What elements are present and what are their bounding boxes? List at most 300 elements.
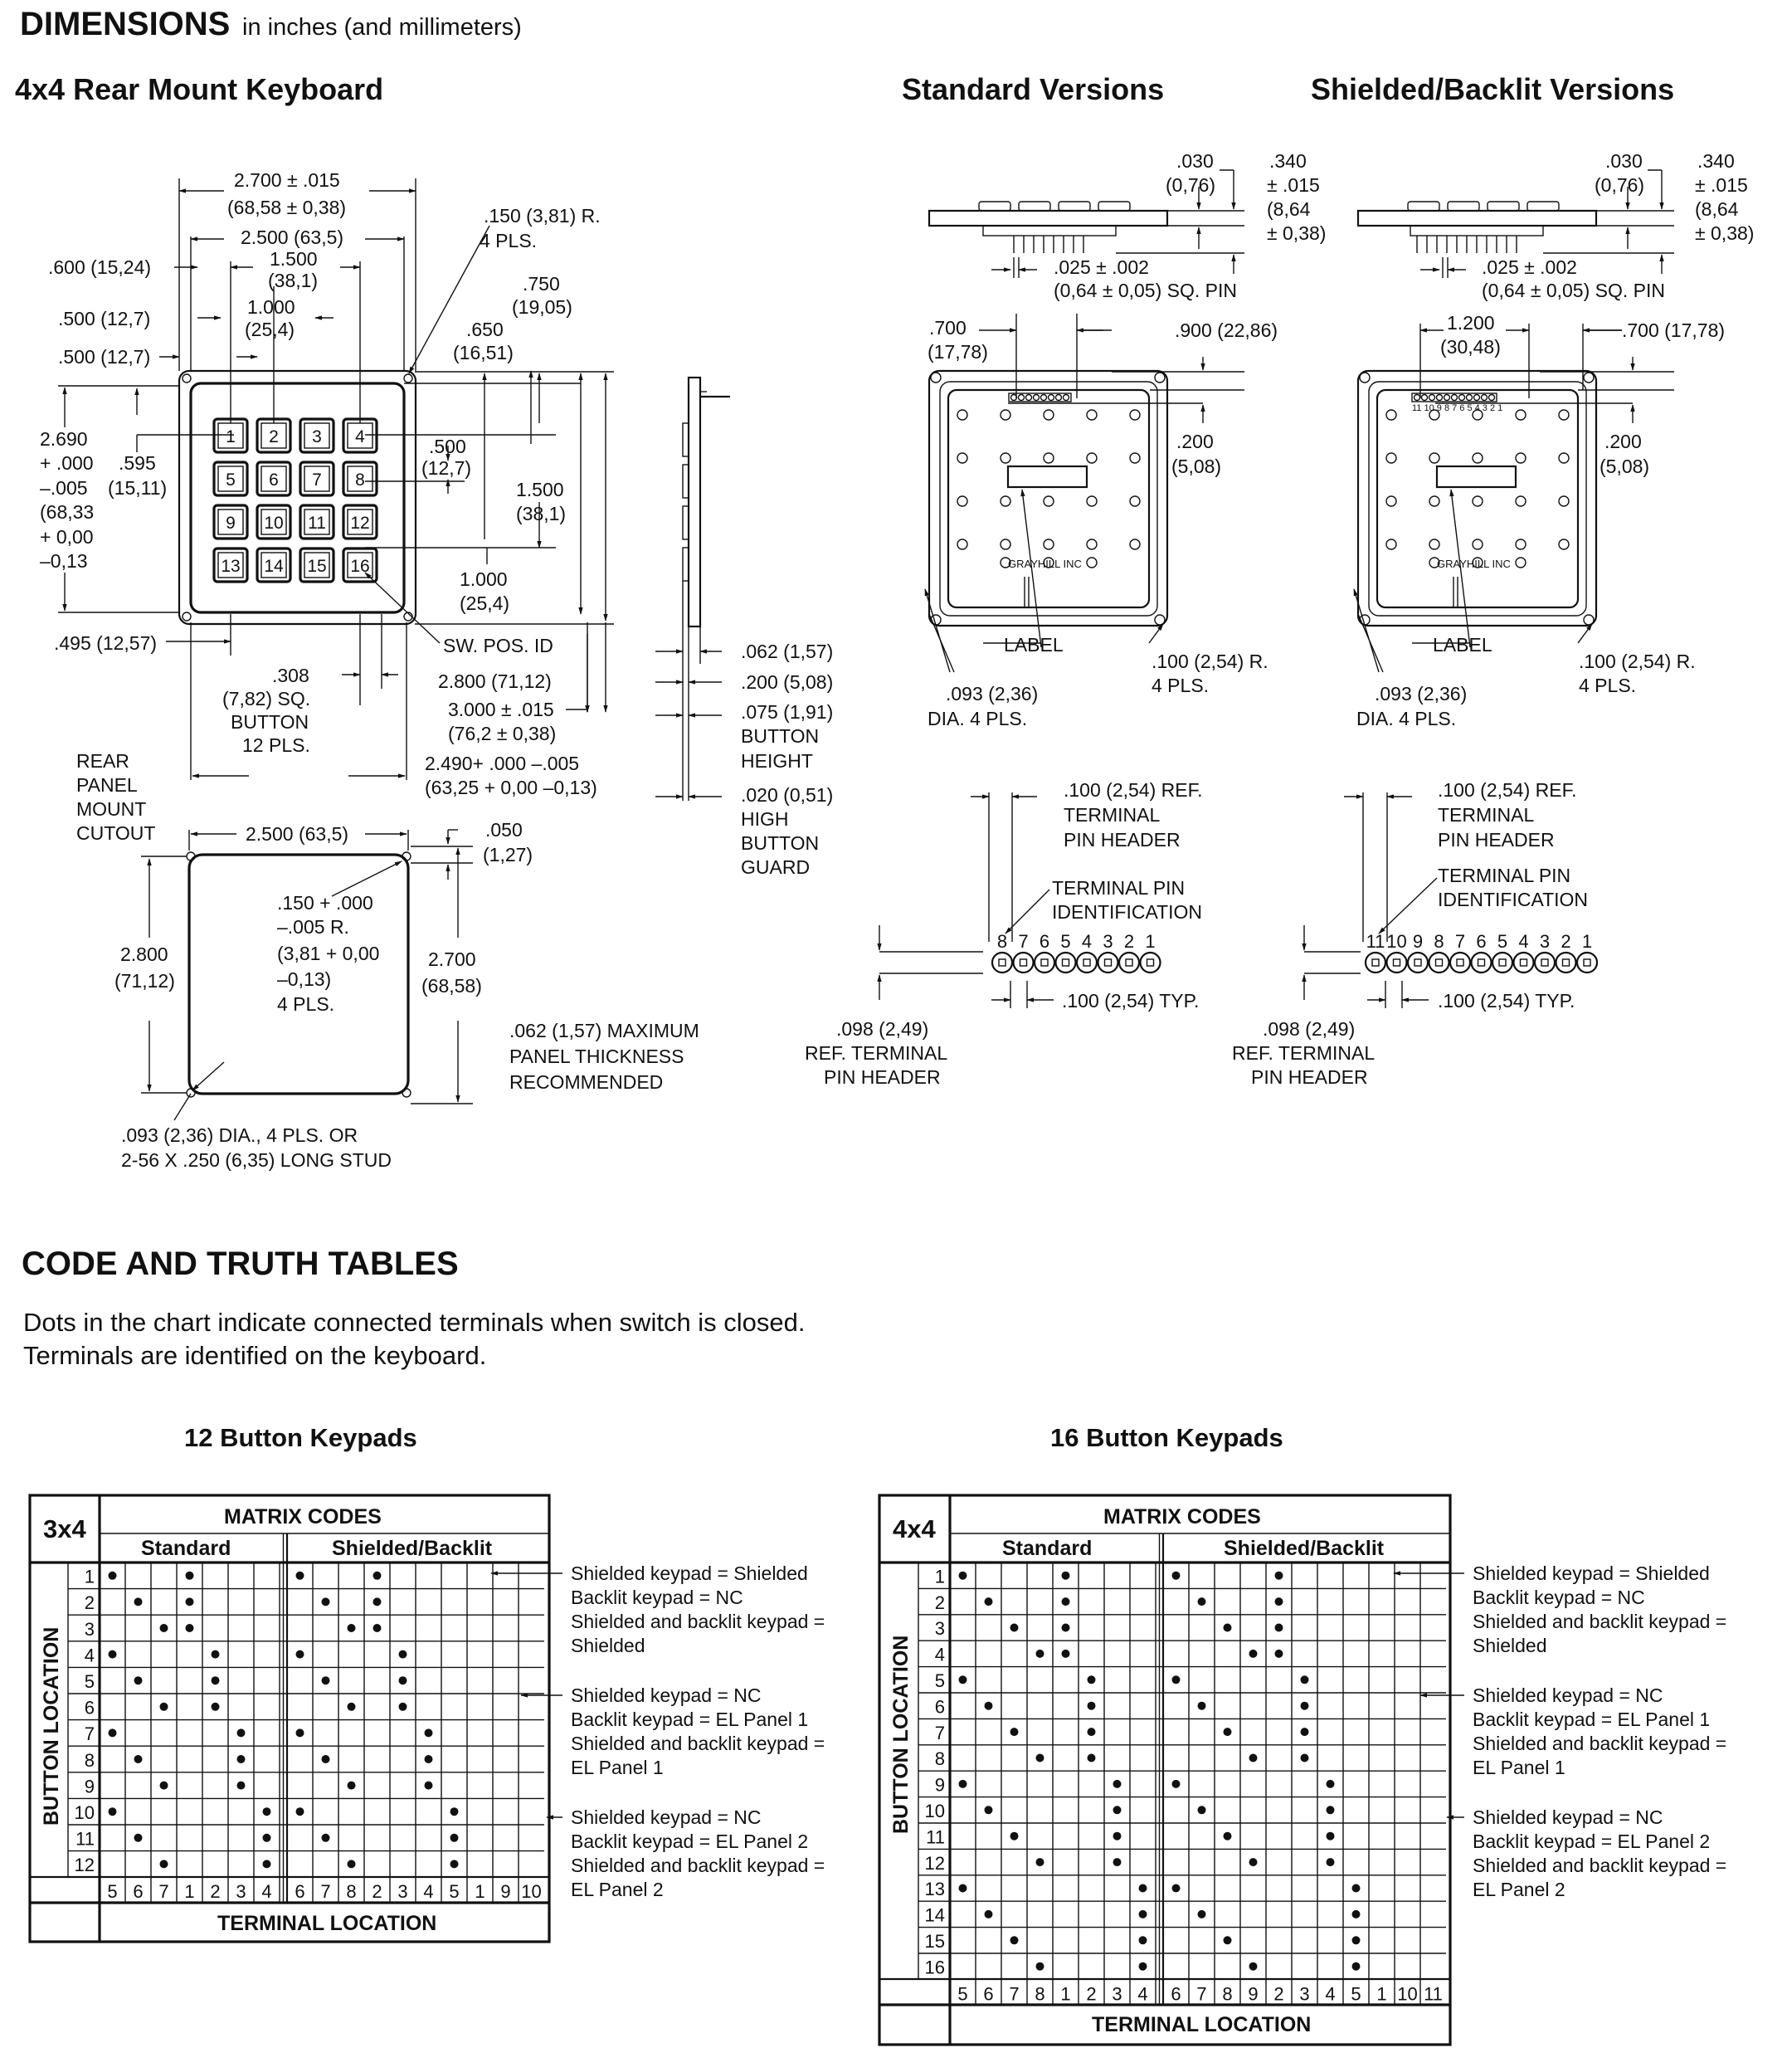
table16-title: 16 Button Keypads	[1050, 1423, 1283, 1452]
svg-text:–.005 R.: –.005 R.	[277, 916, 349, 938]
header-pin	[1489, 395, 1495, 401]
terminal-pin-number: 8	[996, 931, 1008, 952]
svg-text:.700 (17,78): .700 (17,78)	[1622, 319, 1726, 341]
connection-dot	[985, 1702, 993, 1710]
connection-dot	[1352, 1884, 1361, 1893]
header-pin	[1467, 395, 1473, 401]
board-hole	[957, 539, 967, 549]
terminal-location-number: 10	[521, 1881, 542, 1903]
svg-text:(68,58): (68,58)	[421, 975, 482, 997]
connection-dot	[348, 1703, 356, 1711]
button-location-number: 7	[934, 1722, 945, 1743]
board-hole	[1559, 453, 1569, 463]
terminal-pin-square	[1020, 959, 1027, 966]
connection-dot	[1062, 1624, 1070, 1632]
svg-text:.093 (2,36) DIA., 4 PLS. OR: .093 (2,36) DIA., 4 PLS. OR	[121, 1124, 358, 1146]
board-hole	[1386, 539, 1396, 549]
board-hole	[1559, 496, 1569, 506]
svg-text:4x4: 4x4	[893, 1514, 936, 1543]
connection-dot	[109, 1807, 117, 1816]
terminal-pin	[1366, 953, 1385, 973]
svg-text:± 0,38): ± 0,38)	[1267, 222, 1327, 244]
svg-text:(68,33: (68,33	[40, 501, 95, 523]
svg-text:.030: .030	[1605, 150, 1643, 172]
button-location-number: 8	[84, 1749, 95, 1771]
button-location-number: 11	[75, 1828, 95, 1850]
svg-text:.100 (2,54) TYP.: .100 (2,54) TYP.	[1062, 990, 1200, 1012]
connection-dot	[1198, 1806, 1206, 1814]
terminal-pin-square	[1541, 959, 1548, 966]
svg-text:CUTOUT: CUTOUT	[76, 822, 156, 844]
svg-text:(5,08): (5,08)	[1600, 456, 1650, 477]
connection-dot	[1062, 1650, 1070, 1658]
terminal-location-number: 9	[1248, 1983, 1259, 2005]
table-note-line: Backlit keypad = EL Panel 2	[571, 1831, 809, 1852]
connection-dot	[263, 1834, 271, 1842]
table-note-line: Shielded and backlit keypad =	[571, 1855, 825, 1876]
terminal-pin-square	[1041, 959, 1048, 966]
svg-text:1.500: 1.500	[516, 479, 564, 500]
svg-text:.100 (2,54) R.: .100 (2,54) R.	[1579, 651, 1696, 672]
page-title: DIMENSIONS	[20, 6, 231, 42]
button-location-number: 12	[924, 1852, 945, 1874]
table-note-line: Backlit keypad = EL Panel 1	[571, 1709, 809, 1730]
connection-dot	[373, 1597, 382, 1606]
svg-text:–0,13): –0,13)	[277, 968, 332, 990]
terminal-location-number: 8	[346, 1881, 357, 1903]
connection-dot	[296, 1728, 304, 1737]
svg-text:.050: .050	[485, 819, 523, 841]
svg-text:.100 (2,54) REF.: .100 (2,54) REF.	[1438, 779, 1577, 801]
table-note-line: Shielded	[571, 1635, 645, 1656]
keypad-button-label: 14	[264, 557, 284, 576]
svg-text:4 PLS.: 4 PLS.	[277, 993, 335, 1015]
terminal-location-number: 5	[957, 1983, 968, 2005]
terminal-pin	[1408, 953, 1428, 973]
terminal-pin-number: 4	[1081, 931, 1093, 952]
connection-dot	[186, 1597, 194, 1606]
connection-dot	[1113, 1780, 1122, 1788]
button-location-number: 11	[926, 1826, 945, 1848]
connection-dot	[134, 1676, 143, 1684]
terminal-location-number: 4	[1137, 1983, 1148, 2005]
svg-text:SW. POS. ID: SW. POS. ID	[443, 635, 553, 656]
connection-dot	[1036, 1650, 1044, 1658]
svg-text:.025 ± .002: .025 ± .002	[1054, 256, 1149, 278]
terminal-pin-number: 5	[1497, 931, 1508, 952]
terminal-location-number: 2	[372, 1881, 382, 1903]
keypad-button-label: 13	[221, 557, 241, 576]
connection-dot	[373, 1572, 382, 1580]
button-location-number: 7	[84, 1723, 95, 1745]
keyboard-side-view	[655, 378, 730, 801]
svg-text:.650: .650	[466, 319, 504, 340]
board-hole	[1087, 496, 1097, 506]
connection-dot	[1249, 1962, 1258, 1971]
connection-dot	[1224, 1624, 1232, 1632]
button-location-number: 10	[924, 1801, 945, 1821]
button-location-number: 4	[934, 1644, 945, 1665]
svg-text:.340: .340	[1269, 150, 1307, 172]
terminal-pin-square	[1436, 959, 1443, 966]
connection-dot	[237, 1755, 246, 1763]
terminal-location-number: 10	[1397, 1983, 1418, 2005]
connection-dot	[1062, 1597, 1070, 1606]
terminal-location-number: 6	[133, 1881, 144, 1903]
connection-dot	[212, 1703, 220, 1711]
terminal-pin-square	[1521, 959, 1527, 966]
table-note-line: EL Panel 2	[1473, 1879, 1565, 1900]
button-location-number: 6	[934, 1696, 945, 1718]
svg-text:1.000: 1.000	[460, 568, 508, 590]
terminal-location-number: 1	[1376, 1983, 1387, 2005]
keypad-button-label: 3	[312, 427, 322, 446]
truth-table-16-button	[879, 1423, 1726, 2045]
terminal-pin-number: 9	[1412, 931, 1424, 952]
connection-dot	[1275, 1572, 1283, 1580]
connection-dot	[348, 1624, 356, 1632]
table-note-line: Backlit keypad = EL Panel 2	[1473, 1831, 1711, 1852]
svg-text:Standard: Standard	[141, 1537, 231, 1560]
board-hole	[1516, 496, 1526, 506]
code-title: CODE AND TRUTH TABLES	[22, 1246, 459, 1282]
connection-dot	[134, 1834, 143, 1842]
connection-dot	[1036, 1858, 1044, 1866]
keypad-button-label: 2	[269, 427, 279, 446]
board-hole	[1001, 453, 1010, 463]
connection-dot	[959, 1884, 967, 1893]
code-description-2: Terminals are identified on the keyboard.	[23, 1341, 487, 1370]
svg-text:(38,1): (38,1)	[268, 270, 319, 291]
terminal-pin-square	[1394, 959, 1400, 966]
svg-text:.030: .030	[1176, 150, 1214, 172]
terminal-pin-square	[999, 959, 1005, 966]
terminal-pin-number: 3	[1103, 931, 1113, 952]
svg-text:PANEL: PANEL	[76, 774, 138, 796]
button-location-number: 8	[934, 1748, 945, 1770]
connection-dot	[425, 1755, 433, 1763]
header-pin	[1429, 395, 1435, 401]
terminal-pin	[1387, 953, 1407, 973]
svg-text:2.800 (71,12): 2.800 (71,12)	[438, 670, 552, 692]
terminal-location-number: 3	[1112, 1983, 1122, 2005]
truth-table-12-button	[30, 1423, 825, 1942]
connection-dot	[1172, 1780, 1181, 1788]
connection-dot	[1275, 1624, 1283, 1632]
board-hole	[1001, 496, 1010, 506]
terminal-pin	[1098, 953, 1118, 973]
board-hole	[957, 496, 967, 506]
connection-dot	[160, 1860, 168, 1868]
connection-dot	[1352, 1962, 1361, 1971]
connection-dot	[985, 1597, 993, 1606]
board-hole	[1473, 496, 1483, 506]
terminal-pin	[1556, 953, 1576, 973]
svg-text:PIN HEADER: PIN HEADER	[1064, 829, 1181, 851]
connection-dot	[1010, 1832, 1019, 1840]
svg-text:IDENTIFICATION: IDENTIFICATION	[1052, 901, 1203, 923]
terminal-pin-square	[1105, 959, 1112, 966]
connection-dot	[186, 1572, 194, 1580]
svg-text:(30,48): (30,48)	[1440, 336, 1501, 358]
terminal-location-number: 5	[107, 1881, 118, 1903]
terminal-pin-number: 1	[1581, 931, 1593, 952]
connection-dot	[212, 1676, 220, 1684]
terminal-location-number: 2	[1086, 1983, 1097, 2005]
svg-text:(12,7): (12,7)	[421, 457, 472, 479]
button-location-number: 4	[84, 1645, 95, 1666]
svg-text:LABEL: LABEL	[1004, 634, 1064, 656]
section-title-shielded: Shielded/Backlit Versions	[1311, 72, 1675, 106]
svg-text:± .015: ± .015	[1695, 174, 1748, 196]
svg-text:2.490+ .000 –.005: 2.490+ .000 –.005	[425, 753, 580, 774]
svg-text:BUTTON LOCATION: BUTTON LOCATION	[889, 1635, 913, 1834]
connection-dot	[1327, 1806, 1335, 1814]
connection-dot	[322, 1834, 330, 1842]
terminal-pin	[1514, 953, 1534, 973]
terminal-pin-square	[1083, 959, 1090, 966]
connection-dot	[1275, 1650, 1283, 1658]
svg-text:(7,82) SQ.: (7,82) SQ.	[222, 688, 311, 709]
connection-dot	[1301, 1754, 1309, 1762]
keypad-button-label: 11	[308, 514, 326, 533]
svg-text:.750: .750	[523, 273, 560, 295]
svg-text:(0,64 ± 0,05) SQ. PIN: (0,64 ± 0,05) SQ. PIN	[1054, 280, 1237, 301]
connection-dot	[450, 1860, 459, 1868]
svg-text:.200: .200	[1604, 431, 1642, 452]
terminal-location-number: 3	[397, 1881, 408, 1903]
board-hole	[1473, 539, 1483, 549]
svg-text:GRAYHILL INC: GRAYHILL INC	[1008, 558, 1082, 570]
connection-dot	[985, 1806, 993, 1814]
connection-dot	[212, 1650, 220, 1659]
keyboard-front-view	[179, 371, 416, 624]
connection-dot	[296, 1807, 304, 1816]
svg-text:.600 (15,24): .600 (15,24)	[48, 256, 152, 278]
svg-text:.062 (1,57): .062 (1,57)	[741, 641, 834, 662]
connection-dot	[1139, 1910, 1147, 1918]
svg-text:.100 (2,54) REF.: .100 (2,54) REF.	[1064, 779, 1203, 801]
button-location-number: 16	[924, 1957, 945, 1978]
terminal-pin	[1492, 953, 1512, 973]
terminal-location-number: 4	[423, 1881, 434, 1903]
connection-dot	[1010, 1624, 1019, 1632]
connection-dot	[985, 1910, 993, 1918]
svg-text:(0,76): (0,76)	[1595, 174, 1645, 196]
svg-text:(19,05): (19,05)	[512, 296, 572, 318]
table-note-line: Shielded and backlit keypad =	[571, 1611, 825, 1632]
terminal-pin	[1535, 953, 1555, 973]
terminal-location-number: 8	[1035, 1983, 1045, 2005]
connection-dot	[1249, 1650, 1258, 1658]
terminal-pin-number: 2	[1561, 931, 1571, 952]
connection-dot	[1224, 1728, 1232, 1736]
terminal-pin	[1035, 953, 1054, 973]
page-subtitle: in inches (and millimeters)	[242, 14, 522, 41]
connection-dot	[134, 1597, 143, 1606]
board-hole	[1087, 539, 1097, 549]
connection-dot	[1352, 1910, 1361, 1918]
terminal-location-number: 5	[449, 1881, 460, 1903]
header-pin	[1474, 395, 1480, 401]
board-hole	[1001, 539, 1010, 549]
terminal-pin-number: 6	[1476, 931, 1487, 952]
connection-dot	[959, 1780, 967, 1788]
terminal-pin-number: 8	[1434, 931, 1444, 952]
keypad-button-label: 9	[226, 514, 236, 533]
button-location-number: 1	[934, 1566, 945, 1587]
svg-text:.500 (12,7): .500 (12,7)	[58, 346, 151, 368]
connection-dot	[399, 1676, 407, 1684]
connection-dot	[109, 1728, 117, 1737]
board-hole	[1473, 453, 1483, 463]
terminal-location-number: 1	[1060, 1983, 1071, 2005]
terminal-pin-square	[1063, 959, 1069, 966]
terminal-pin-number: 3	[1539, 931, 1551, 952]
svg-text:.020 (0,51): .020 (0,51)	[741, 784, 834, 806]
connection-dot	[1198, 1702, 1206, 1710]
terminal-pin-number: 1	[1145, 931, 1156, 952]
svg-text:TERMINAL: TERMINAL	[1438, 804, 1535, 826]
terminal-pin-number: 7	[1454, 931, 1466, 952]
table12-title: 12 Button Keypads	[184, 1423, 417, 1452]
terminal-location-number: 4	[1325, 1983, 1336, 2005]
section-title-standard: Standard Versions	[902, 72, 1165, 106]
board-hole	[1516, 410, 1526, 420]
svg-text:.500: .500	[429, 436, 466, 457]
keypad-button-label: 1	[226, 427, 236, 446]
terminal-location-number: 7	[320, 1881, 331, 1903]
button-location-number: 9	[934, 1774, 945, 1796]
svg-text:GUARD: GUARD	[741, 856, 811, 878]
keypad-button-label: 8	[355, 470, 365, 490]
header-pin	[1056, 395, 1062, 401]
connection-dot	[160, 1624, 168, 1632]
connection-dot	[1327, 1780, 1335, 1788]
table-note-line: EL Panel 1	[1473, 1757, 1565, 1778]
terminal-pin-square	[1478, 959, 1485, 966]
button-location-number: 6	[84, 1697, 95, 1719]
terminal-pin-square	[1499, 959, 1506, 966]
connection-dot	[1010, 1936, 1019, 1944]
terminal-location-number: 7	[158, 1881, 169, 1903]
button-location-number: 12	[74, 1855, 95, 1876]
terminal-location-number: 4	[261, 1881, 272, 1903]
svg-text:RECOMMENDED: RECOMMENDED	[509, 1071, 664, 1093]
connection-dot	[1224, 1936, 1232, 1944]
connection-dot	[1352, 1936, 1361, 1944]
svg-text:(3,81 + 0,00: (3,81 + 0,00	[277, 943, 380, 964]
terminal-location-number: 3	[236, 1881, 246, 1903]
svg-text:MATRIX CODES: MATRIX CODES	[1103, 1505, 1261, 1528]
svg-text:4 PLS.: 4 PLS.	[1152, 675, 1210, 696]
table-note-line: Shielded	[1473, 1635, 1547, 1656]
svg-text:(0,64 ± 0,05) SQ. PIN: (0,64 ± 0,05) SQ. PIN	[1482, 280, 1665, 301]
connection-dot	[1010, 1728, 1019, 1736]
connection-dot	[160, 1782, 168, 1790]
svg-text:HEIGHT: HEIGHT	[741, 750, 813, 772]
terminal-pin-number: 7	[1018, 931, 1029, 952]
board-hole	[1130, 453, 1140, 463]
svg-text:(17,78): (17,78)	[928, 341, 988, 363]
svg-text:REF. TERMINAL: REF. TERMINAL	[805, 1042, 948, 1064]
terminal-pin	[1577, 953, 1597, 973]
board-hole	[1386, 496, 1396, 506]
terminal-pin-square	[1584, 959, 1590, 966]
table-note-line: Shielded and backlit keypad =	[1473, 1855, 1727, 1876]
svg-text:3.000 ± .015: 3.000 ± .015	[448, 699, 554, 720]
button-location-number: 13	[924, 1879, 945, 1900]
connection-dot	[1301, 1702, 1309, 1710]
board-hole	[1087, 558, 1097, 568]
svg-text:TERMINAL: TERMINAL	[1064, 804, 1161, 826]
table-note-line: Shielded keypad = Shielded	[1473, 1563, 1710, 1584]
connection-dot	[322, 1755, 330, 1763]
board-hole	[1429, 539, 1439, 549]
svg-text:IDENTIFICATION: IDENTIFICATION	[1438, 889, 1589, 910]
table-note-line: Backlit keypad = NC	[571, 1587, 743, 1608]
table-note-line: Shielded keypad = NC	[571, 1684, 762, 1706]
terminal-pin	[1119, 953, 1139, 973]
connection-dot	[399, 1650, 407, 1659]
code-description-1: Dots in the chart indicate connected terminals when switch is closed.	[23, 1308, 806, 1337]
connection-dot	[1088, 1754, 1096, 1762]
terminal-location-number: 2	[1273, 1983, 1284, 2005]
connection-dot	[1249, 1858, 1258, 1866]
terminal-location-number: 1	[475, 1881, 485, 1903]
svg-text:REF. TERMINAL: REF. TERMINAL	[1232, 1042, 1376, 1064]
svg-text:.025 ± .002: .025 ± .002	[1482, 256, 1577, 278]
svg-text:BUTTON: BUTTON	[231, 711, 309, 733]
svg-text:.150 + .000: .150 + .000	[277, 892, 373, 914]
svg-text:TERMINAL LOCATION: TERMINAL LOCATION	[217, 1912, 437, 1935]
svg-text:(16,51): (16,51)	[453, 342, 514, 363]
terminal-location-number: 1	[184, 1881, 195, 1903]
connection-dot	[1036, 1962, 1044, 1971]
board-hole	[1087, 453, 1097, 463]
terminal-pin-square	[1372, 959, 1379, 966]
svg-text:.340: .340	[1697, 150, 1735, 172]
connection-dot	[959, 1572, 967, 1580]
terminal-location-number: 6	[983, 1983, 994, 2005]
svg-text:Standard: Standard	[1002, 1537, 1093, 1560]
terminal-pin	[992, 953, 1012, 973]
connection-dot	[1172, 1884, 1181, 1893]
svg-text:TERMINAL PIN: TERMINAL PIN	[1438, 865, 1571, 886]
cutout-labels	[76, 750, 699, 1171]
svg-text:(25,4): (25,4)	[245, 319, 295, 340]
connection-dot	[1301, 1728, 1309, 1736]
svg-text:(8,64: (8,64	[1267, 198, 1311, 220]
svg-text:1.500: 1.500	[270, 248, 318, 270]
svg-text:LABEL: LABEL	[1433, 634, 1492, 656]
svg-text:+ 0,00: + 0,00	[40, 526, 94, 548]
header-pin	[1444, 395, 1450, 401]
svg-text:.700: .700	[929, 317, 967, 339]
terminal-pin-square	[1457, 959, 1463, 966]
table-note-line: EL Panel 1	[571, 1757, 664, 1778]
svg-text:TERMINAL LOCATION: TERMINAL LOCATION	[1092, 2013, 1312, 2036]
svg-text:(0,76): (0,76)	[1166, 174, 1216, 196]
connection-dot	[109, 1650, 117, 1659]
svg-text:.100 (2,54) TYP.: .100 (2,54) TYP.	[1438, 990, 1575, 1012]
board-hole	[1044, 410, 1054, 420]
header-pin	[1415, 395, 1420, 401]
table-note-line: Shielded keypad = Shielded	[571, 1563, 808, 1584]
terminal-pin	[1077, 953, 1097, 973]
keypad-button-label: 7	[312, 470, 322, 490]
connection-dot	[1139, 1936, 1147, 1944]
